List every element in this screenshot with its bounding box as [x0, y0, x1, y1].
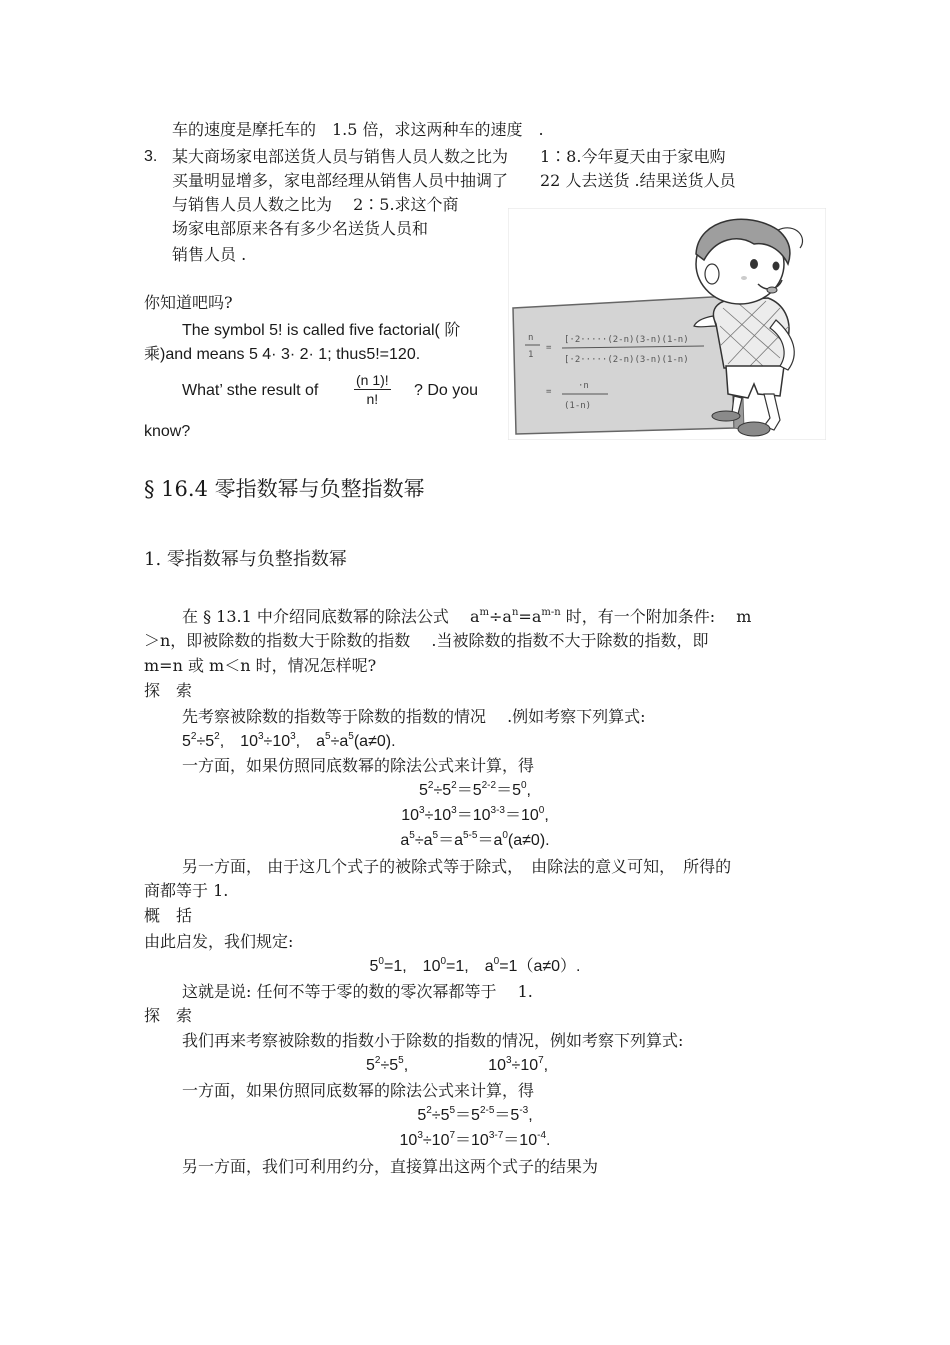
problem3-number: 3.: [144, 148, 158, 165]
intro-line1: 在 § 13.1 中介绍同底数幂的除法公式 $a^m\div a^n=a^{m-n}$ 时，有一个附加条件: m: [182, 607, 752, 626]
fraction-denominator: n!: [366, 391, 379, 407]
formula-5-negative-power: $5^2\div 5^5=5^{2-5}=5^{-3}$,: [417, 1105, 533, 1124]
subsection-title: 1. 零指数幂与负整指数幂: [144, 549, 347, 570]
formula-10-negative-power: $10^3\div 10^7=10^{3-7}=10^{-4}$.: [399, 1130, 551, 1149]
svg-text:=: =: [546, 343, 552, 353]
svg-text:[·2·····(2-n)(3-n)(1-n): [·2·····(2-n)(3-n)(1-n): [564, 335, 689, 345]
problem3-line1: 某大商场家电部送货人员与销售人员人数之比为 1∶8.今年夏天由于家电购: [172, 147, 726, 166]
section-title: § 16.4 零指数幂与负整指数幂: [144, 477, 425, 501]
svg-text:·n: ·n: [578, 381, 589, 391]
problem2-tail: 车的速度是摩托车的 1.5 倍，求这两种车的速度 .: [172, 120, 544, 139]
zero-exponent-rule: $5^0=1$, $10^0=1$, $a^0=1(a\ne 0)$.: [369, 956, 581, 975]
summary-label: 概 括: [144, 906, 193, 925]
svg-text:(1-n): (1-n): [564, 401, 592, 411]
explore1-line3: 一方面，如果仿照同底数幂的除法公式来计算，得: [182, 756, 535, 775]
boy-with-blackboard-illustration: [508, 208, 826, 440]
did-you-know-line1: The symbol 5! is called five factorial( 阶: [182, 322, 461, 339]
explore1-other-line1: 另一方面， 由于这几个式子的被除式等于除式， 由除法的意义可知， 所得的: [182, 857, 732, 876]
formula-5-power-zero: $5^2\div 5^2=5^{2-2}=5^0$,: [419, 780, 531, 799]
summary-line1: 由此启发，我们规定:: [144, 932, 294, 951]
svg-text:n: n: [528, 333, 534, 343]
did-you-know-line2: 乘)and means 5 4· 3· 2· 1; thus5!=120.: [144, 346, 421, 363]
intro-line3: m=n 或 m＜n 时，情况怎样呢?: [144, 656, 377, 675]
did-you-know-question: What’ sthe result of: [182, 382, 319, 399]
did-you-know-line4: know?: [144, 423, 191, 440]
fraction-numerator: (n 1)!: [356, 372, 389, 388]
explore1-line1: 先考察被除数的指数等于除数的指数的情况 .例如考察下列算式:: [182, 707, 646, 726]
explore1-other-line2: 商都等于 1.: [144, 881, 229, 900]
explore2-expressions: $5^2\div 5^5$, $10^3\div 10^7$,: [366, 1055, 549, 1074]
explore2-line3: 一方面，如果仿照同底数幂的除法公式来计算，得: [182, 1081, 535, 1100]
explore2-last-line: 另一方面，我们可利用约分，直接算出这两个式子的结果为: [182, 1157, 599, 1176]
problem3-line3: 与销售人员人数之比为 2∶5.求这个商: [172, 195, 459, 214]
problem3-line5: 销售人员 .: [172, 245, 247, 264]
svg-text:1: 1: [528, 350, 534, 360]
did-you-know-title: 你知道吧吗?: [144, 293, 233, 312]
summary-line3: 这就是说: 任何不等于零的数的零次幂都等于 1.: [182, 982, 533, 1001]
svg-text:=: =: [546, 387, 552, 397]
problem3-line2: 买量明显增多，家电部经理从销售人员中抽调了 22 人去送货 .结果送货人员: [172, 171, 736, 190]
svg-text:[·2·····(2-n)(3-n)(1-n): [·2·····(2-n)(3-n)(1-n): [564, 355, 689, 365]
explore1-expressions: $5^2\div 5^2$, $10^3\div 10^3$, $a^5\div a^5(a\ne 0)$.: [182, 731, 396, 750]
did-you-know-question-end: ? Do you: [414, 382, 479, 399]
formula-a-power-zero: $a^5\div a^5=a^{5-5}=a^0(a\ne 0)$.: [400, 830, 550, 849]
factorial-fraction: [354, 371, 391, 408]
explore-label-1: 探 索: [144, 681, 193, 700]
explore2-line1: 我们再来考察被除数的指数小于除数的指数的情况，例如考察下列算式:: [182, 1031, 684, 1050]
intro-line2: ＞n，即被除数的指数大于除数的指数 .当被除数的指数不大于除数的指数，即: [144, 631, 709, 650]
problem3-line4: 场家电部原来各有多少名送货人员和: [172, 219, 429, 238]
explore-label-2: 探 索: [144, 1006, 193, 1025]
formula-10-power-zero: $10^3\div 10^3=10^{3-3}=10^0$,: [401, 805, 549, 824]
